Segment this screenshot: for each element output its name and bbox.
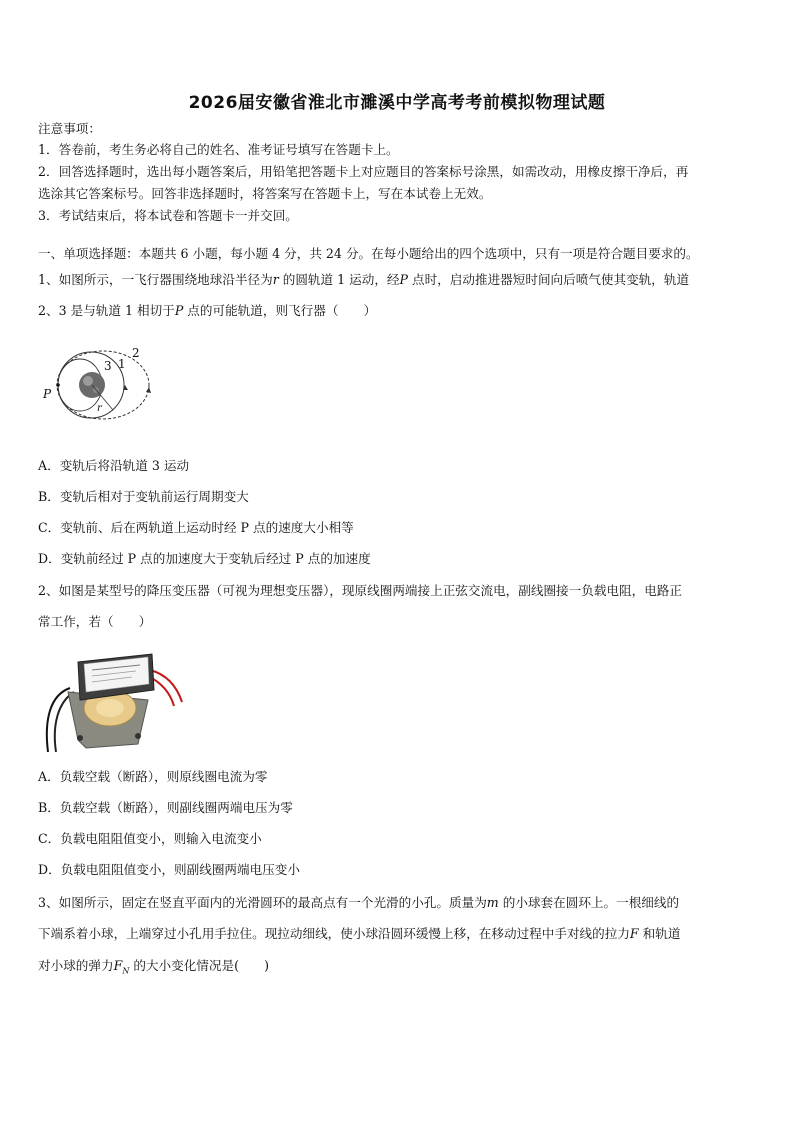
wire-red-1 [150,670,182,702]
notice-heading: 注意事项： [38,121,101,136]
page-title: 2026届安徽省淮北市濉溪中学高考考前模拟物理试题 [188,93,606,113]
notice-item-3: 3．考试结束后，将本试卷和答题卡一并交回。 [38,208,298,223]
q1-stem-line1 [38,272,689,288]
q2-option-b: B．负载空载（断路），则副线圈两端电压为零 [38,800,293,815]
label-p: P [43,387,52,401]
q3-stem-line3 [38,958,269,980]
var-p-2: P [174,303,184,318]
var-fn: F [113,958,123,973]
q3-text-e: 对小球的弹力 [38,958,114,973]
q1-text-a: 1、如图所示，一飞行器围绕地球沿半径为 [38,272,273,287]
q2-option-a: A．负载空载（断路），则原线圈电流为零 [38,769,268,784]
q3-text-a: 3、如图所示，固定在竖直平面内的光滑圆环的最高点有一个光滑的小孔。质量为 [38,895,487,910]
coil-inner [96,699,124,717]
q1-text-e: 点的可能轨道，则飞行器（ ） [183,303,377,318]
q1-option-d: D．变轨前经过 P 点的加速度大于变轨后经过 P 点的加速度 [38,551,371,566]
q3-text-f: 的大小变化情况是( ) [129,958,270,973]
q2-option-c: C．负载电阻阻值变小，则输入电流变小 [38,831,262,846]
bracket-hole-right [135,733,141,739]
q2-stem-line2: 常工作，若（ ） [38,614,152,629]
transformer-figure [40,640,185,755]
q3-text-b: 的小球套在圆环上。一根细线的 [498,895,680,910]
q3-stem-line1 [38,895,679,911]
var-m: m [486,895,499,910]
q1-option-a: A．变轨后将沿轨道 3 运动 [38,458,190,473]
var-p: P [399,272,408,287]
label-r: r [97,403,102,414]
notice-item-2-cont: 选涂其它答案标号。回答非选择题时，将答案写在答题卡上，写在本试卷上无效。 [38,186,492,201]
q2-stem-line1: 2、如图是某型号的降压变压器（可视为理想变压器），现原线圈两端接上正弦交流电，副线圈接一负载电阻，电路正 [38,583,682,598]
var-f: F [629,926,639,941]
q3-stem-line2 [38,926,680,942]
q1-text-b: 的圆轨道 1 运动，经 [278,272,400,287]
label-1: 1 [118,357,126,371]
q1-option-c: C．变轨前、后在两轨道上运动时经 P 点的速度大小相等 [38,520,354,535]
q1-option-b: B．变轨后相对于变轨前运行周期变大 [38,489,249,504]
notice-item-1: 1．答卷前，考生务必将自己的姓名、准考证号填写在答题卡上。 [38,142,399,157]
orbit-figure [40,342,156,428]
section-heading: 一、单项选择题：本题共 6 小题，每小题 4 分，共 24 分。在每小题给出的四个选项中，只有一项是符合题目要求的。 [38,246,699,261]
q1-text-c: 点时，启动推进器短时间向后喷气使其变轨，轨道 [408,272,690,287]
label-3: 3 [104,359,112,373]
q1-text-d: 2、3 是与轨道 1 相切于 [38,303,175,318]
bracket-hole-left [77,735,83,741]
arrow-orbit-2 [146,387,151,393]
q3-text-c: 下端系着小球，上端穿过小孔用手拉住。现拉动细线，使小球沿圆环缓慢上移，在移动过程中手对线的拉力 [38,926,630,941]
label-2: 2 [132,346,140,360]
notice-item-2: 2．回答选择题时，选出每小题答案后，用铅笔把答题卡上对应题目的答案标号涂黑，如需改动，用橡皮擦干净后，再 [38,164,689,179]
point-p [56,383,60,387]
earth-continent [83,376,93,386]
var-r: r [272,272,279,287]
q3-text-d: 和轨道 [638,926,681,941]
q2-option-d: D．负载电阻阻值变小，则副线圈两端电压变小 [38,862,300,877]
var-fn-sub: N [122,966,130,976]
q1-stem-line2 [38,303,376,319]
